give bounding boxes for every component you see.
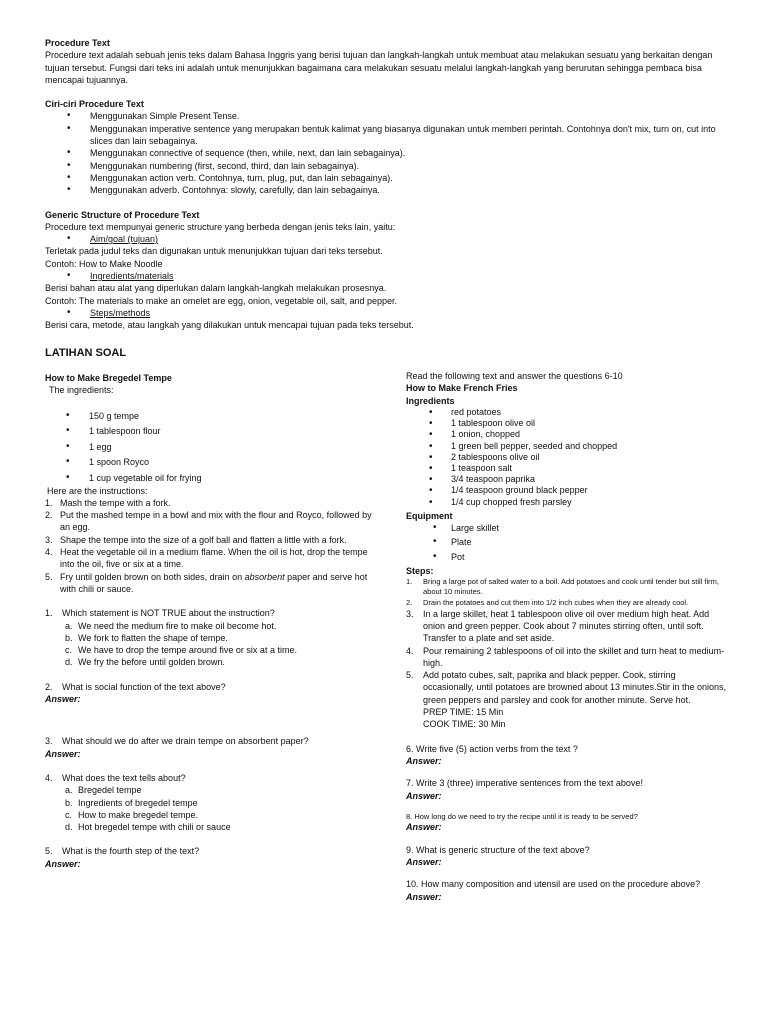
- step-item: 4. Pour remaining 2 tablespoons of oil into the skillet and turn heat to medium-high.: [406, 645, 725, 668]
- ingredient-item: • 1 green bell pepper, seeded and chopped: [406, 441, 728, 452]
- answer-label: Answer:: [406, 856, 442, 867]
- answer-label: Answer:: [45, 748, 81, 759]
- equipment-label: Equipment: [406, 510, 453, 521]
- option-item: a. Bregedel tempe: [65, 785, 142, 796]
- question-4-options: [45, 784, 380, 833]
- question-6: 6. Write five (5) action verbs from the text ?: [406, 743, 578, 754]
- question-5: 5. What is the fourth step of the text?: [45, 846, 200, 857]
- procedure-text-title: Procedure Text: [45, 38, 110, 48]
- step-item: 1. Mash the tempe with a fork.: [45, 497, 171, 508]
- step-item: 5. Add potato cubes, salt, paprika and black pepper. Cook, stirring occasionally, until potatoes are browned about 13 minutes.Stir in the onions, green peppers and parsley and cook for another minute. Serve hot.: [406, 670, 727, 705]
- ingredient-item: • 1 spoon Royco: [45, 456, 380, 468]
- ingredient-item: • 1 egg: [45, 441, 380, 453]
- ingredient-item: • 1 onion, chopped: [406, 429, 728, 440]
- equipment-item: • Large skillet: [406, 522, 728, 534]
- step-item: 4. Heat the vegetable oil in a medium flame. When the oil is hot, drop the tempe into the oil, five or six at a time.: [45, 547, 368, 570]
- answer-label: Answer:: [406, 755, 442, 766]
- latihan-soal-heading: LATIHAN SOAL: [45, 347, 127, 359]
- answer-label: Answer:: [406, 790, 442, 801]
- fries-steps: [406, 577, 728, 706]
- ciri-item: • Menggunakan imperative sentence yang merupakan bentuk kalimat yang biasanya digunakan untuk memberi perintah. Contohnya don't mix, turn on, cut into slices dan lain sebagainya.: [45, 123, 727, 148]
- option-item: b. Ingredients of bregedel tempe: [65, 797, 198, 808]
- question-2: 2. What is social function of the text above?: [45, 681, 226, 692]
- french-fries-title: How to Make French Fries: [406, 383, 518, 394]
- option-item: b. We fork to flatten the shape of tempe.: [65, 632, 228, 643]
- ingredient-item: • red potatoes: [406, 407, 728, 418]
- right-column: [406, 370, 728, 903]
- bregedel-steps: [45, 497, 380, 595]
- answer-label: Answer:: [45, 858, 81, 869]
- step-item: 3. In a large skillet, heat 1 tablespoon olive oil over medium high heat. Add onion and green pepper. Cook about 7 minutes stirring often, until soft. Transfer to a plate and set aside.: [406, 608, 710, 644]
- step-item: 2. Put the mashed tempe in a bowl and mix with the flour and Royco, followed by an egg.: [45, 510, 372, 533]
- steps-desc: Berisi cara, metode, atau langkah yang dilakukan untuk mencapai tujuan pada teks tersebut.: [45, 320, 414, 331]
- option-item: d. Hot bregedel tempe with chili or sauce: [65, 822, 231, 833]
- ingredient-item: • 150 g tempe: [45, 410, 380, 422]
- ciri-item: • Menggunakan Simple Present Tense.: [45, 110, 727, 122]
- prep-time: PREP TIME: 15 Min: [423, 707, 504, 718]
- step-item: 5. Fry until golden brown on both sides, drain on absorbent paper and serve hot with chili or sauce.: [45, 571, 368, 594]
- ingredients-desc: Berisi bahan atau alat yang diperlukan dalam langkah-langkah melakukan prosesnya.: [45, 283, 387, 294]
- question-8: 8. How long do we need to try the recipe until it is ready to be served?: [406, 811, 638, 821]
- ingredient-item: • 1 cup vegetable oil for frying: [45, 472, 380, 484]
- step-item: 2. Drain the potatoes and cut them into 1/2 inch cubes when they are already cool.: [406, 598, 689, 608]
- cook-time: COOK TIME: 30 Min: [423, 719, 506, 730]
- fries-ingredients-label: Ingredients: [406, 395, 455, 406]
- generic-structure-intro: Procedure text mempunyai generic structure yang berbeda dengan jenis teks lain, yaitu:: [45, 221, 396, 232]
- equipment-item: • Plate: [406, 536, 728, 548]
- equipment-item: • Pot: [406, 551, 728, 563]
- ingredient-item: • 1 teaspoon salt: [406, 463, 728, 474]
- step-item: 3. Shape the tempe into the size of a golf ball and flatten a little with a fork.: [45, 534, 347, 545]
- ciri-item: • Menggunakan action verb. Contohnya, turn, plug, put, dan lain sebagainya).: [45, 172, 727, 184]
- equipment-list: [406, 522, 728, 563]
- question-1: 1. Which statement is NOT TRUE about the instruction?: [45, 608, 275, 619]
- ingredient-item: • 1 tablespoon flour: [45, 425, 380, 437]
- fries-ingredients-list: [406, 407, 728, 508]
- aim-example: Contoh: How to Make Noodle: [45, 258, 163, 269]
- steps-label: • Steps/methods: [45, 307, 727, 319]
- option-item: c. We have to drop the tempe around five or six at a time.: [65, 645, 297, 656]
- ciri-item: • Menggunakan connective of sequence (then, while, next, dan lain sebagainya).: [45, 147, 727, 159]
- intro-section: [45, 37, 727, 332]
- bregedel-ingredients-label: The ingredients:: [49, 385, 114, 396]
- ingredient-item: • 1/4 cup chopped fresh parsley: [406, 497, 728, 508]
- step-item: 1. Bring a large pot of salted water to a boil. Add potatoes and cook until tender but still firm, about 10 minutes.: [406, 577, 720, 596]
- ciri-item: • Menggunakan adverb. Contohnya: slowly, carefully, dan lain sebagainya.: [45, 184, 727, 196]
- question-1-options: [45, 620, 380, 669]
- ciri-item: • Menggunakan numbering (first, second, third, dan lain sebagainya).: [45, 160, 727, 172]
- question-10: 10. How many composition and utensil are used on the procedure above?: [406, 879, 701, 890]
- aim-desc: Terletak pada judul teks dan digunakan untuk menunjukkan tujuan dari teks tersebut.: [45, 246, 383, 257]
- ingredients-example: Contoh: The materials to make an omelet are egg, onion, vegetable oil, salt, and pepper.: [45, 295, 398, 306]
- question-7: 7. Write 3 (three) imperative sentences from the text above!: [406, 778, 643, 789]
- steps-label: Steps:: [406, 565, 434, 576]
- question-9: 9. What is generic structure of the text above?: [406, 844, 590, 855]
- question-4: 4. What does the text tells about?: [45, 772, 186, 783]
- procedure-text-definition: Procedure text adalah sebuah jenis teks dalam Bahasa Inggris yang berisi tujuan dan langkah-langkah untuk membuat atau melakukan sesuatu yang berkaitan dengan tujuan tersebut. Fungsi dari teks ini adalah untuk menunjukkan bagaimana cara melakukan sesuatu melalui langkah-langkah yang berurutan sehingga pembaca bisa mencapai tujuannya.: [45, 50, 713, 85]
- bregedel-ingredients-list: [45, 410, 380, 485]
- ingredients-label: • Ingredients/materials: [45, 270, 727, 282]
- bregedel-title: How to Make Bregedel Tempe: [45, 373, 172, 383]
- option-item: d. We fry the before until golden brown.: [65, 657, 225, 668]
- ciri-title: Ciri-ciri Procedure Text: [45, 99, 144, 110]
- ingredient-item: • 3/4 teaspoon paprika: [406, 474, 728, 485]
- option-item: c. How to make bregedel tempe.: [65, 809, 199, 820]
- left-column: [45, 372, 380, 870]
- instructions-label: Here are the instructions:: [47, 485, 148, 496]
- answer-label: Answer:: [406, 822, 442, 833]
- read-instruction: Read the following text and answer the questions 6-10: [406, 371, 623, 381]
- ciri-list: [45, 110, 727, 196]
- ingredient-item: • 1/4 teaspoon ground black pepper: [406, 485, 728, 496]
- aim-label: • Aim/goal (tujuan): [45, 233, 727, 245]
- answer-label: Answer:: [45, 694, 81, 705]
- generic-structure-title: Generic Structure of Procedure Text: [45, 209, 200, 220]
- question-3: 3. What should we do after we drain tempe on absorbent paper?: [45, 736, 309, 747]
- ingredient-item: • 2 tablespoons olive oil: [406, 452, 728, 463]
- option-item: a. We need the medium fire to make oil become hot.: [65, 620, 277, 631]
- answer-label: Answer:: [406, 891, 442, 902]
- ingredient-item: • 1 tablespoon olive oil: [406, 418, 728, 429]
